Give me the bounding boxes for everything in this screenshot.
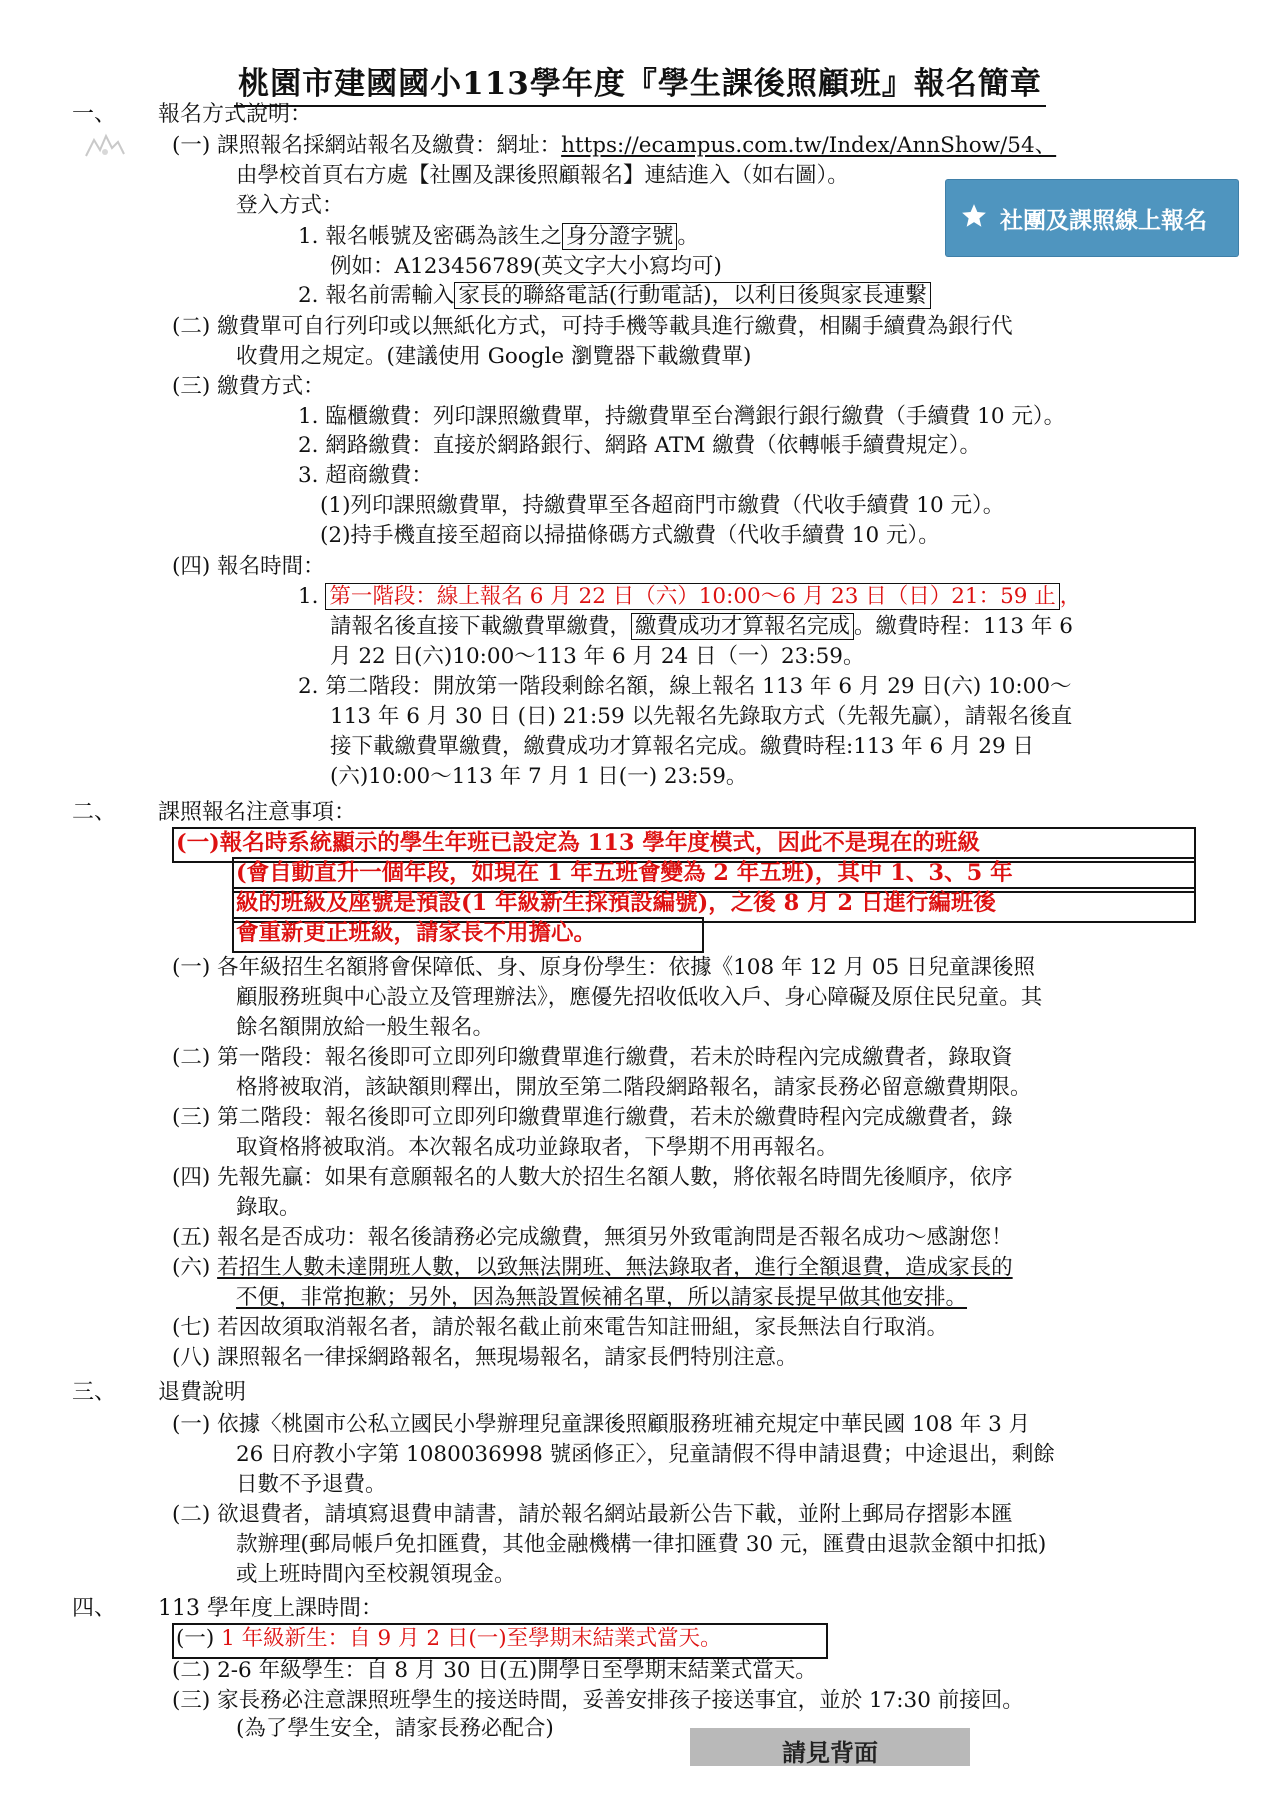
section-4-heading: 113 學年度上課時間： <box>158 1596 383 1621</box>
s2-item-1-line-3: 餘名額開放給一般生報名。 <box>236 1015 495 1040</box>
s2-item-2-line-2: 格將被取消，該缺額則釋出，開放至第二階段網路報名，請家長務必留意繳費期限。 <box>236 1075 1032 1100</box>
club-registration-button[interactable] <box>946 180 1238 256</box>
no-class-notice-underlined: 若招生人數未達開班人數，以致無法開班、無法錄取者，進行全額退費，造成家長的 <box>217 1255 1013 1280</box>
s2-item-7: (七) 若因故須取消報名者，請於報名截止前來電告知註冊組，家長無法自行取消。 <box>172 1315 949 1340</box>
s4-item-3-line-2: (為了學生安全，請家長務必配合) <box>236 1716 554 1741</box>
section-1-heading: 報名方式說明： <box>158 102 313 127</box>
login-step-1: 1. 報名帳號及密碼為該生之 身分證字號 。 <box>298 224 699 249</box>
section-3-heading: 退費說明 <box>158 1380 247 1405</box>
see-back-label: 請見背面 <box>782 1738 878 1767</box>
payment-complete-highlight: 繳費成功才算報名完成 <box>631 613 854 640</box>
section-2-heading: 課照報名注意事項： <box>158 800 357 825</box>
s1-item-4-heading: (四) 報名時間： <box>172 554 325 579</box>
s2-item-4-line-1: (四) 先報先贏：如果有意願報名的人數大於招生名額人數，將依報名時間先後順序，依序 <box>172 1165 1013 1190</box>
s2-item-1-line-1: (一) 各年級招生名額將會保障低、身、原身份學生：依據《108 年 12 月 05 日兒童課後照 <box>172 955 1036 980</box>
s2-item-3-line-2: 取資格將被取消。本次報名成功並錄取者，下學期不用再報名。 <box>236 1135 839 1160</box>
login-method-label: 登入方式： <box>236 193 344 218</box>
stage-2-line-4: (六)10:00～113 年 7 月 1 日(一) 23:59。 <box>330 764 748 789</box>
registration-url-link[interactable]: https://ecampus.com.tw/Index/AnnShow/54、 <box>561 133 1057 158</box>
stage-1-date-highlight: 第一階段：線上報名 6 月 22 日（六）10:00～6 月 23 日（日）21：59 止 <box>325 583 1059 610</box>
s4-item-3-line-1: (三) 家長務必注意課照班學生的接送時間，妥善安排孩子接送事宜，並於 17:30 前接回。 <box>172 1688 1024 1713</box>
s3-item-1-line-2: 26 日府教小字第 1080036998 號函修正〉，兒童請假不得申請退費；中途退出，剩餘 <box>236 1442 1055 1467</box>
s3-item-1-line-1: (一) 依據〈桃園市公私立國民小學辦理兒童課後照顧服務班補充規定中華民國 108 年 3 月 <box>172 1412 1031 1437</box>
s3-item-2-line-1: (二) 欲退費者，請填寫退費申請書，請於報名網站最新公告下載，並附上郵局存摺影本匯 <box>172 1502 1013 1527</box>
s1-item-1-line-2: 由學校首頁右方處【社團及課後照顧報名】連結進入（如右圖）。 <box>236 163 849 188</box>
club-registration-label: 社團及課照線上報名 <box>1000 208 1207 234</box>
stage-2-line-3: 接下載繳費單繳費，繳費成功才算報名完成。繳費時程:113 年 6 月 29 日 <box>330 734 1034 759</box>
s2-item-4-line-2: 錄取。 <box>236 1195 301 1220</box>
payment-store: 3. 超商繳費： <box>298 463 433 488</box>
stage-1-line-3: 月 22 日(六)10:00～113 年 6 月 24 日（一）23:59。 <box>330 644 865 669</box>
payment-store-2: (2)持手機直接至超商以掃描條碼方式繳費（代收手續費 10 元）。 <box>320 523 940 548</box>
s1-item-1-text: (一) 課照報名採網站報名及繳費：網址： <box>172 133 562 158</box>
stage-2-line-2: 113 年 6 月 30 日 (日) 21:59 以先報名先錄取方式（先報先贏），請報名後直 <box>330 704 1073 729</box>
parent-phone-highlight: 家長的聯絡電話(行動電話)，以利日後與家長連繫 <box>454 282 930 309</box>
login-example: 例如：A123456789(英文字大小寫均可) <box>330 254 722 279</box>
section-1-number: 一、 <box>72 102 117 127</box>
registration-link-text[interactable]: 社團及課後照顧報名 <box>429 163 624 188</box>
s2-item-5: (五) 報名是否成功：報名後請務必完成繳費，無須另外致電詢問是否報名成功～感謝您！ <box>172 1225 1013 1250</box>
class-notice-line-4: 會重新更正班級，請家長不用擔心。 <box>236 920 597 946</box>
stage-2-line-1: 2. 第二階段：開放第一階段剩餘名額，線上報名 113 年 6 月 29 日(六) 10:00～ <box>298 674 1072 699</box>
s2-item-3-line-1: (三) 第二階段：報名後即可立即列印繳費單進行繳費，若未於繳費時程內完成繳費者，錄 <box>172 1105 1013 1130</box>
document-title: 桃園市建國國小113學年度『學生課後照顧班』報名簡章 <box>0 58 1280 107</box>
payment-online: 2. 網路繳費：直接於網路銀行、網路 ATM 繳費（依轉帳手續費規定）。 <box>298 433 981 458</box>
s1-item-3-heading: (三) 繳費方式： <box>172 374 325 399</box>
s4-item-1: (一) 1 年級新生：自 9 月 2 日(一)至學期末結業式當天。 <box>176 1626 722 1651</box>
class-notice-line-2: (會自動直升一個年段，如現在 1 年五班會變為 2 年五班)，其中 1、3、5 年 <box>236 860 1013 886</box>
s3-item-2-line-3: 或上班時間內至校親領現金。 <box>236 1562 516 1587</box>
section-3-number: 三、 <box>72 1380 117 1405</box>
section-4-number: 四、 <box>72 1596 117 1621</box>
s2-item-6-line-2: 不便，非常抱歉；另外，因為無設置候補名單，所以請家長提早做其他安排。 <box>236 1285 968 1310</box>
s1-item-1-line-1 <box>172 131 1056 161</box>
class-notice-line-1: (一)報名時系統顯示的學生年班已設定為 113 學年度模式，因此不是現在的班級 <box>176 830 980 856</box>
s3-item-2-line-2: 款辦理(郵局帳戶免扣匯費，其他金融機構一律扣匯費 30 元，匯費由退款金額中扣抵) <box>236 1532 1047 1557</box>
decorative-mark-icon <box>82 132 128 162</box>
id-number-highlight: 身分證字號 <box>562 223 678 250</box>
stage-1-line-1: 1. 第一階段：線上報名 6 月 22 日（六）10:00～6 月 23 日（日）21：59 止 ， <box>298 584 1082 609</box>
s2-item-2-line-1: (二) 第一階段：報名後即可立即列印繳費單進行繳費，若未於時程內完成繳費者，錄取資 <box>172 1045 1013 1070</box>
login-step-2: 2. 報名前需輸入 家長的聯絡電話(行動電話)，以利日後與家長連繫 <box>298 281 931 311</box>
s1-item-2-line-1: (二) 繳費單可自行列印或以無紙化方式，可持手機等載具進行繳費，相關手續費為銀行代 <box>172 314 1013 339</box>
first-grade-start-date: 1 年級新生：自 9 月 2 日(一)至學期末結業式當天。 <box>221 1626 722 1651</box>
payment-counter: 1. 臨櫃繳費：列印課照繳費單，持繳費單至台灣銀行銀行繳費（手續費 10 元）。 <box>298 404 1066 429</box>
s1-item-2-line-2: 收費用之規定。(建議使用 Google 瀏覽器下載繳費單) <box>236 344 752 369</box>
s2-item-1-line-2: 顧服務班與中心設立及管理辦法》，應優先招收低收入戶、身心障礙及原住民兒童。其 <box>236 985 1043 1010</box>
see-back-banner <box>690 1728 970 1766</box>
s2-item-8: (八) 課照報名一律採網路報名，無現場報名，請家長們特別注意。 <box>172 1345 798 1370</box>
class-notice-line-3: 級的班級及座號是預設(1 年級新生採預設編號)，之後 8 月 2 日進行編班後 <box>236 890 996 916</box>
s2-item-6-line-1: (六) 若招生人數未達開班人數，以致無法開班、無法錄取者，進行全額退費，造成家長的 <box>172 1255 1013 1280</box>
stage-1-line-2: 請報名後直接下載繳費單繳費， 繳費成功才算報名完成 。繳費時程：113 年 6 <box>330 614 1073 639</box>
star-icon <box>960 202 988 230</box>
payment-store-1: (1)列印課照繳費單，持繳費單至各超商門市繳費（代收手續費 10 元）。 <box>320 493 1005 518</box>
section-2-number: 二、 <box>72 800 117 825</box>
s3-item-1-line-3: 日數不予退費。 <box>236 1472 387 1497</box>
s4-item-2: (二) 2-6 年級學生：自 8 月 30 日(五)開學日至學期末結業式當天。 <box>172 1658 817 1683</box>
